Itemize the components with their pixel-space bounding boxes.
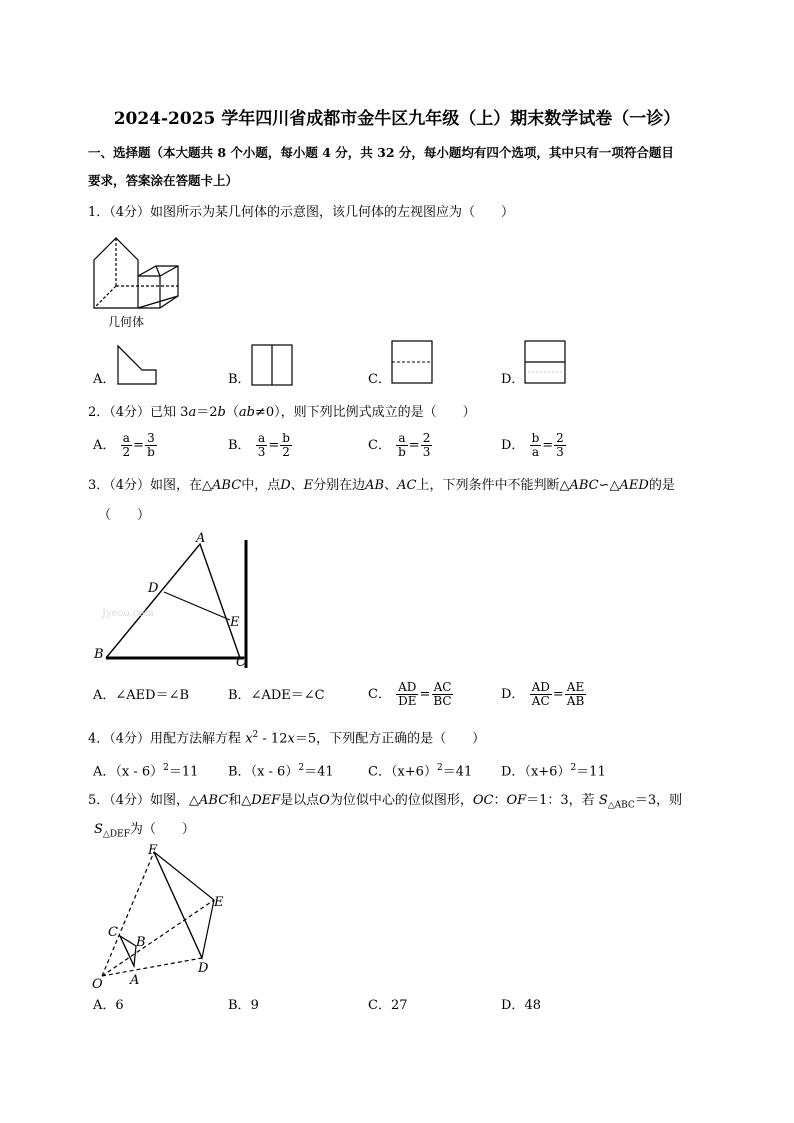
section-heading-line1: 一、选择题（本大题共 8 个小题，每小题 4 分，共 32 分，每小题均有四个选项，其中只有一项符合题目	[88, 145, 674, 160]
page-title: 2024-2025 学年四川省成都市金牛区九年级（上）期末数学试卷（一诊）	[113, 109, 681, 129]
question-5-stem-line1: 5．（4分）如图，△ABC和△DEF是以点O为位似中心的位似图形，OC：OF＝1：3，若 $S_{\triangle ABC}=3$，则	[88, 793, 683, 811]
question-3-stem-line2: （ ）	[98, 508, 151, 523]
q5-option-d[interactable]: D．48	[501, 998, 541, 1013]
section-heading-line2: 要求，答案涂在答题卡上）	[88, 173, 239, 188]
q1-figure-caption: 几何体	[108, 315, 145, 329]
q4-option-d[interactable]: D．$(x+6)^2=11$	[501, 763, 606, 780]
question-2-stem: 2．（4分）已知 3a＝2b（ab≠0），则下列比例式成立的是（ ）	[88, 405, 476, 420]
q3-triangle-figure	[88, 532, 254, 672]
question-1-stem: 1．（4分）如图所示为某几何体的示意图，该几何体的左视图应为（ ）	[88, 205, 515, 220]
q3-label-e: E	[230, 615, 240, 630]
q2-option-c[interactable]: C． $\frac{a}{b}$ = $\frac{2}{3}$	[368, 431, 431, 459]
q5-homothety-figure	[88, 842, 238, 992]
q3-label-d: D	[148, 581, 159, 596]
q1-option-a-figure[interactable]	[116, 344, 158, 386]
q3-label-b: B	[94, 647, 104, 662]
question-5-stem-line2: $S_{\triangle DEF}$为（ ）	[94, 822, 195, 840]
q3-watermark: Jyeoo.com	[102, 608, 154, 619]
q4-option-c[interactable]: C．$(x+6)^2=41$	[368, 763, 473, 780]
q5-label-f: F	[148, 843, 158, 858]
q1-option-a-label[interactable]: A．	[93, 372, 116, 387]
q5-option-a[interactable]: A．6	[93, 998, 124, 1013]
q3-option-a[interactable]: A．∠AED＝∠B	[93, 688, 190, 703]
q1-solid-figure	[86, 232, 186, 316]
q1-option-b-label[interactable]: B．	[228, 372, 251, 387]
q2-option-a[interactable]: A． $\frac{a}{2}$ = $\frac{3}{b}$	[93, 431, 155, 459]
q5-label-e: E	[214, 895, 224, 910]
q1-option-d-label[interactable]: D．	[501, 372, 525, 387]
q5-label-c: C	[108, 925, 118, 940]
q5-label-d: D	[198, 961, 209, 976]
q4-option-b[interactable]: B．（x - 6）$^2$＝41	[228, 763, 334, 780]
q3-option-c[interactable]: C． $\frac{AD}{DE}$ = $\frac{AC}{BC}$	[368, 680, 452, 708]
question-3-stem-line1: 3．（4分）如图，在△ABC中，点D、E分别在边AB、AC上，下列条件中不能判断△ABC∽△AED的是	[88, 478, 675, 493]
q5-label-b: B	[136, 935, 146, 950]
question-4-stem: 4．（4分）用配方法解方程 $x^2 - 12x=5$，下列配方正确的是（ ）	[88, 730, 486, 747]
q4-option-a[interactable]: A．（x - 6）$^2$＝11	[93, 763, 199, 780]
q1-option-d-figure[interactable]	[524, 340, 566, 384]
q3-label-c: C	[236, 655, 246, 670]
q5-label-a: A	[130, 973, 140, 988]
q2-option-b[interactable]: B． $\frac{a}{3}$ = $\frac{b}{2}$	[228, 431, 290, 459]
q5-option-b[interactable]: B．9	[228, 998, 259, 1013]
q3-label-a: A	[196, 532, 206, 546]
q1-option-c-label[interactable]: C．	[368, 372, 391, 387]
q5-option-c[interactable]: C．27	[368, 998, 408, 1013]
q1-option-c-figure[interactable]	[391, 340, 433, 384]
q3-option-d[interactable]: D． $\frac{AD}{AC}$ = $\frac{AE}{AB}$	[501, 680, 585, 708]
q5-label-o: O	[92, 977, 103, 992]
q1-option-b-figure[interactable]	[251, 344, 293, 386]
q3-option-b[interactable]: B．∠ADE＝∠C	[228, 688, 325, 703]
q2-option-d[interactable]: D． $\frac{b}{a}$ = $\frac{2}{3}$	[501, 431, 564, 459]
